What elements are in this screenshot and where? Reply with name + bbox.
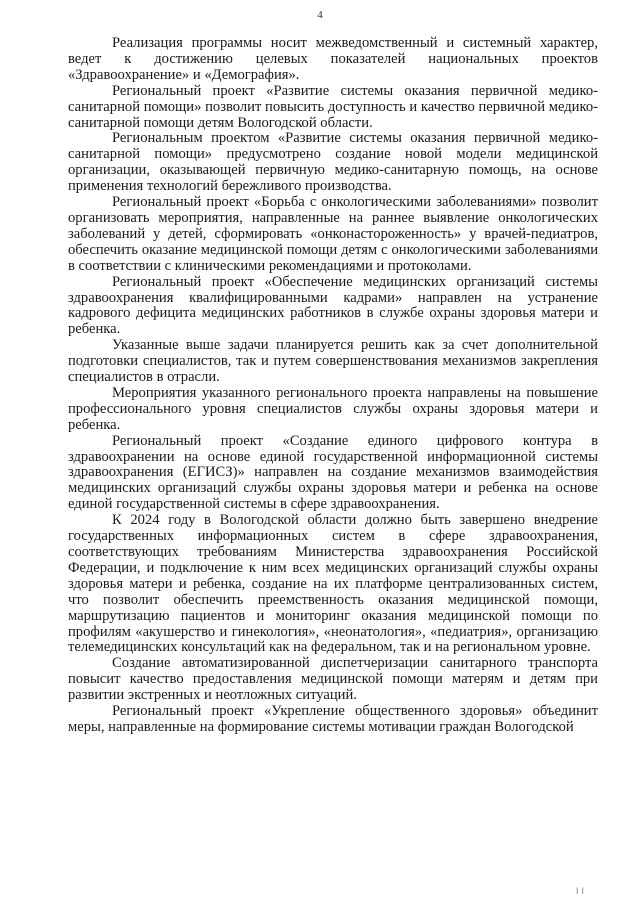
paragraph: Мероприятия указанного регионального проекта направлены на повышение профессионального уровня специалистов службы охраны здоровья матери и ребенка. bbox=[68, 384, 598, 433]
paragraph: Создание автоматизированной диспетчеризации санитарного транспорта повысит качество предоставления медицинской помощи матерям и детям при развитии экстренных и неотложных ситуаций. bbox=[68, 655, 598, 704]
page-number: 4 bbox=[317, 9, 323, 21]
paragraph: Региональный проект «Развитие системы оказания первичной медико-санитарной помощи» позволит повысить доступность и качество первичной медико-санитарной помощи детям Вологодской области. bbox=[68, 82, 598, 131]
paragraph: Указанные выше задачи планируется решить как за счет дополнительной подготовки специалистов, так и путем совершенствования механизмов закрепления специалистов в отрасли. bbox=[68, 337, 598, 386]
footer-mark: I I bbox=[575, 887, 584, 897]
paragraph: Региональный проект «Обеспечение медицинских организаций системы здравоохранения квалифицированными кадрами» направлен на устранение кадрового дефицита медицинских работников в службе охраны здоровья матери и ребенка. bbox=[68, 273, 598, 338]
paragraph: Региональным проектом «Развитие системы оказания первичной медико-санитарной помощи» предусмотрено создание новой модели медицинской организации, оказывающей первичную медико-санитарную помощь, на основе применения технологий бережливого производства. bbox=[68, 130, 598, 195]
paragraph: Региональный проект «Борьба с онкологическими заболеваниями» позволит организовать мероприятия, направленные на раннее выявление онкологических заболеваний у детей, сформировать «онконастороженность» у врачей-педиатров, обеспечить оказание медицинской помощи детям с онкологическими заболеваниями в соответствии с клиническими рекомендациями и протоколами. bbox=[68, 194, 598, 274]
paragraph: Региональный проект «Создание единого цифрового контура в здравоохранении на основе единой государственной информационной системы здравоохранения (ЕГИСЗ)» направлен на создание механизмов взаимодействия медицинских организаций службы охраны здоровья матери и ребенка на основе единой государственной системы в сфере здравоохранения. bbox=[68, 432, 598, 513]
paragraph: Региональный проект «Укрепление общественного здоровья» объединит меры, направленные на формирование системы мотивации граждан Вологодской bbox=[68, 703, 598, 735]
paragraph: К 2024 году в Вологодской области должно быть завершено внедрение государственных информационных систем в сфере здравоохранения, соответствующих требованиям Министерства здравоохранения Российской Федерации, и подключение к ним всех медицинских организаций службы охраны здоровья матери и ребенка, создание на их платформе централизованных систем, что позволит обеспечить преемственность оказания медицинской помощи, маршрутизацию пациентов и мониторинг оказания медицинской помощи по профилям «акушерство и гинекология», «неонатология», «педиатрия», организацию телемедицинских консультаций как на федеральном, так и на региональном уровне. bbox=[68, 512, 598, 656]
document-body bbox=[68, 36, 598, 736]
paragraph: Реализация программы носит межведомственный и системный характер, ведет к достижению целевых показателей национальных проектов «Здравоохранение» и «Демография». bbox=[68, 35, 598, 83]
